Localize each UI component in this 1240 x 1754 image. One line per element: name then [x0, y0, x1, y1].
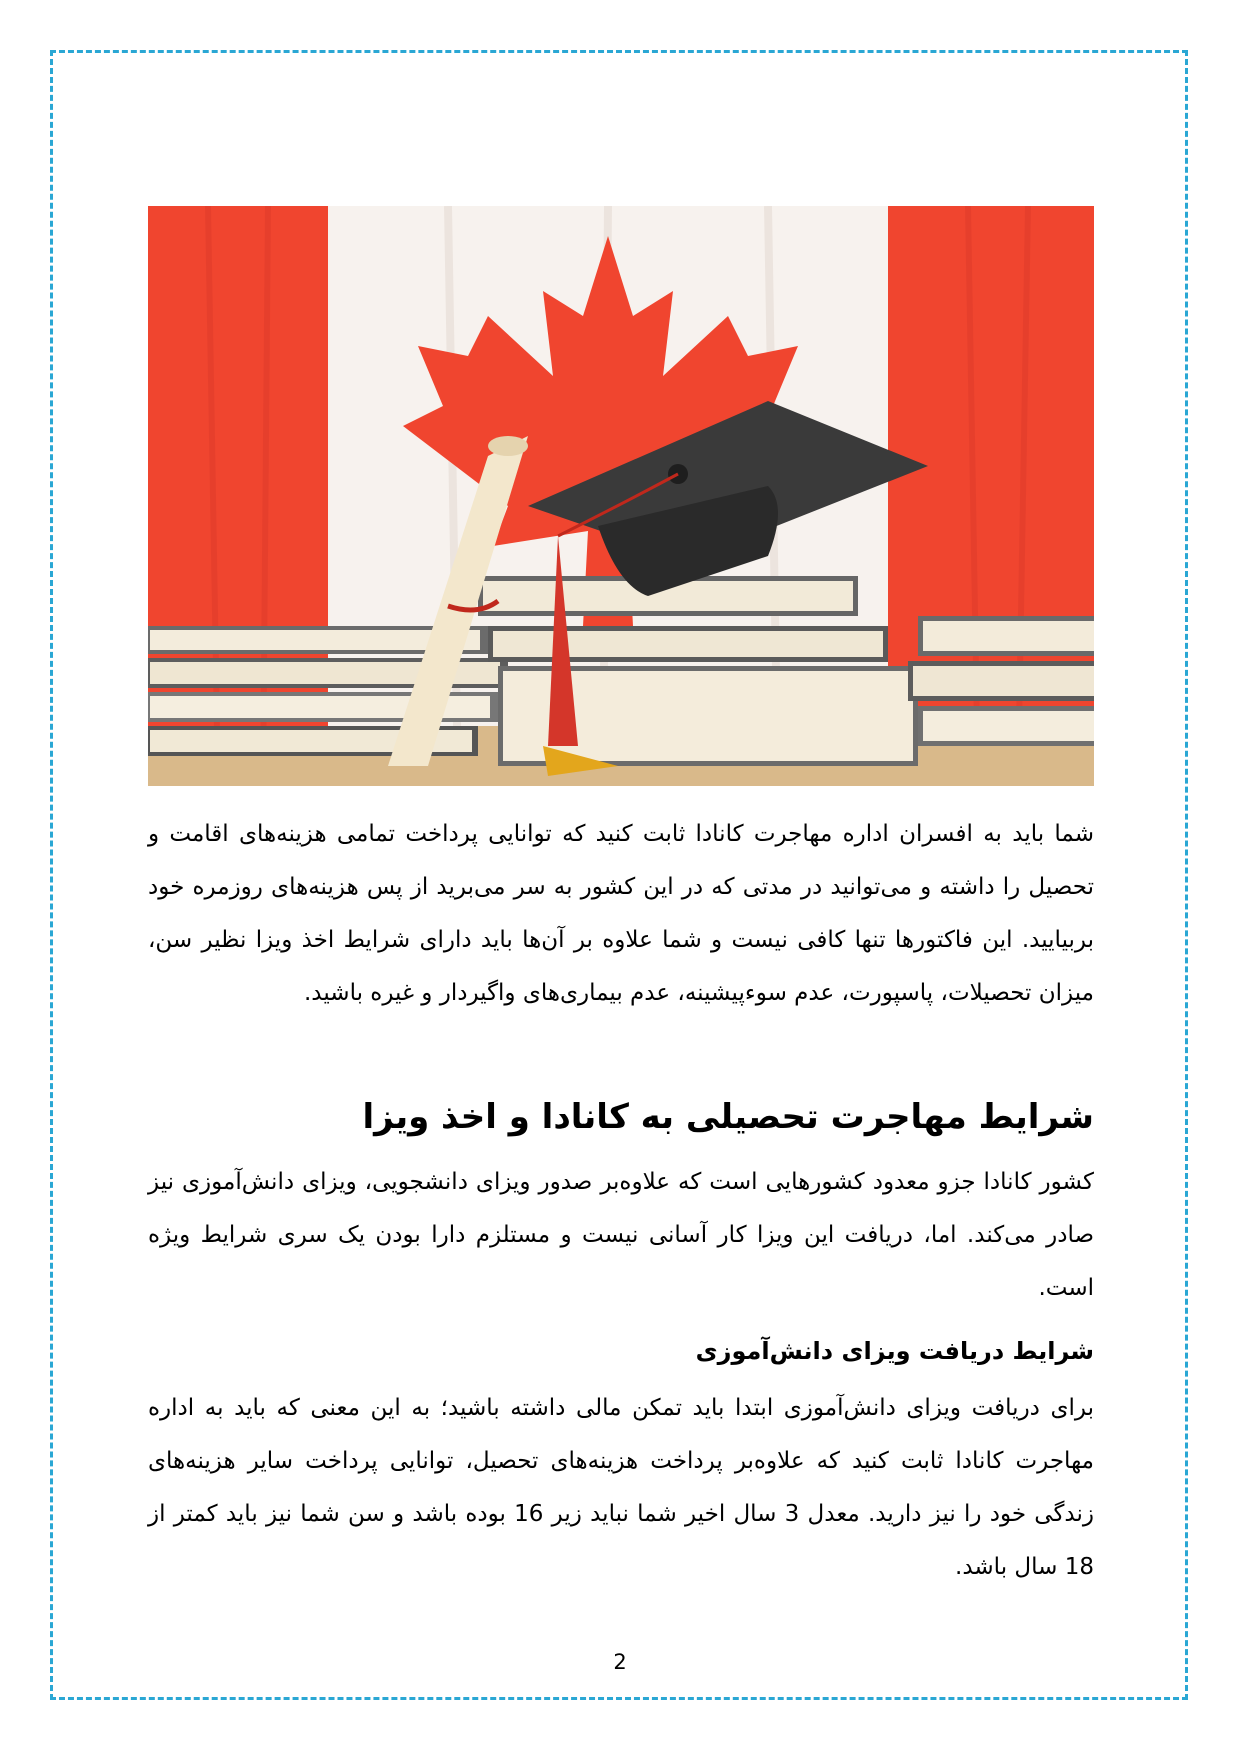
graduation-cap-books-flag-image [148, 206, 1094, 786]
heading-block-2 [148, 1331, 1094, 1371]
subsection-heading: شرایط دریافت ویزای دانش‌آموزی [695, 1337, 1094, 1365]
page-number: 2 [613, 1650, 627, 1674]
intro-paragraph: شما باید به افسران اداره مهاجرت کانادا ثابت کنید که توانایی پرداخت تمامی هزینه‌های اقامت و تحصیل را داشته و می‌توانید در مدتی که در این کشور به سر می‌برید از پس هزینه‌های روزمره خود بربیایید. این فاکتورها تنها کافی نیست و شما علاوه بر آن‌ها باید دارای شرایط اخذ ویزا نظیر سن، میزان تحصیلات، پاسپورت، عدم سوءپیشینه، عدم بیماری‌های واگیردار و غیره باشید. [148, 821, 1094, 1006]
subsection-paragraph-block [148, 1382, 1094, 1594]
intro-paragraph-block [148, 808, 1094, 1020]
section-heading: شرایط مهاجرت تحصیلی به کانادا و اخذ ویزا [362, 1097, 1094, 1137]
section-paragraph-block [148, 1156, 1094, 1315]
section-paragraph: کشور کانادا جزو معدود کشورهایی است که علاوه‌بر صدور ویزای دانشجویی، ویزای دانش‌آموزی نیز صادر می‌کند. اما، دریافت این ویزا کار آسانی نیست و مستلزم دارا بودن یک سری شرایط ویژه است. [148, 1169, 1094, 1301]
subsection-paragraph: برای دریافت ویزای دانش‌آموزی ابتدا باید تمکن مالی داشته باشید؛ به این معنی که باید به اداره مهاجرت کانادا ثابت کنید که علاوه‌بر پرداخت هزینه‌های تحصیل، توانایی پرداخت سایر هزینه‌های زندگی خود را نیز دارید. معدل 3 سال اخیر شما نباید زیر 16 بوده باشد و سن شما نیز باید کمتر از 18 سال باشد. [148, 1395, 1094, 1580]
heading-block-1 [148, 1092, 1094, 1142]
